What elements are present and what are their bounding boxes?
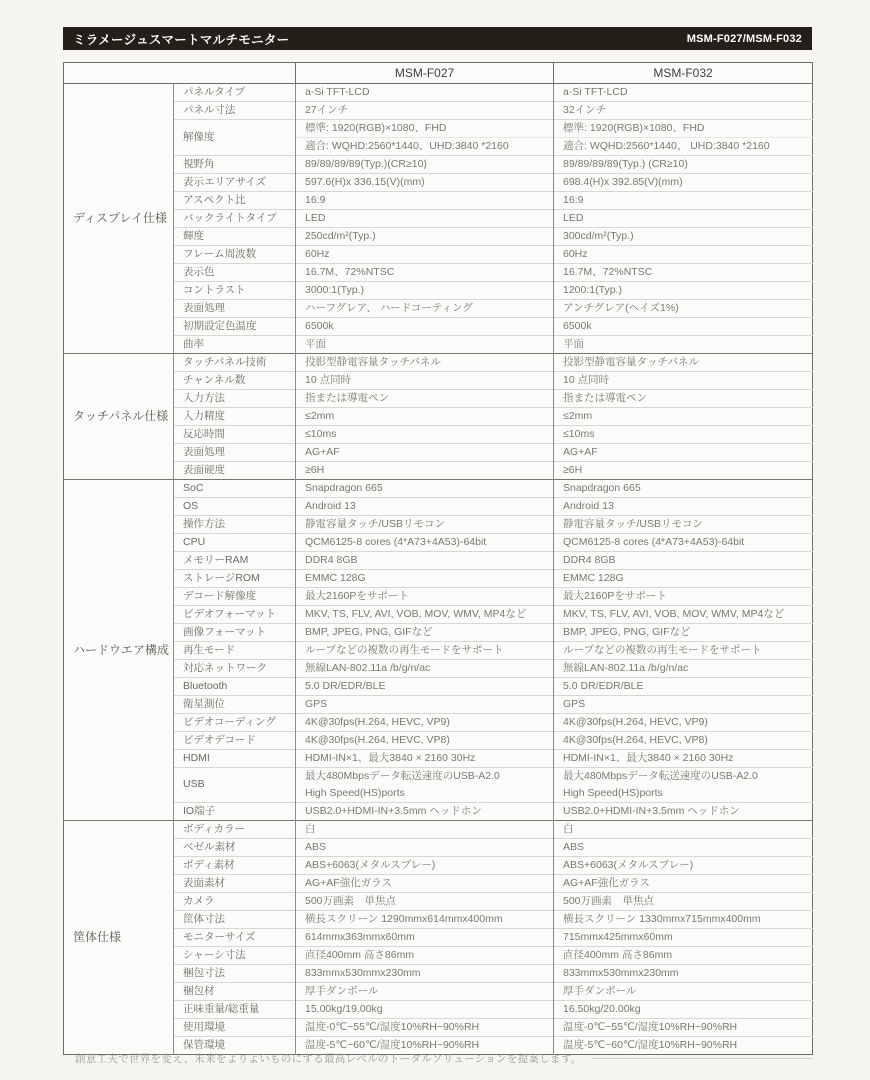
section-label: タッチパネル仕様 xyxy=(64,354,174,480)
spec-name-cell: 表面処理 xyxy=(174,444,296,462)
spec-value-msm-f032: 16:9 xyxy=(554,192,813,210)
spec-name-cell: バックライトタイプ xyxy=(174,210,296,228)
spec-name-cell: USB xyxy=(174,768,296,803)
table-row xyxy=(64,588,813,606)
spec-value-msm-f032: 16.50kg/20.00kg xyxy=(554,1001,813,1019)
spec-value-msm-f027: 16.7M、72%NTSC xyxy=(296,264,554,282)
spec-name-cell: 操作方法 xyxy=(174,516,296,534)
table-row xyxy=(64,444,813,462)
spec-name-cell: 表面硬度 xyxy=(174,462,296,480)
spec-value-msm-f027: 温度-5℃~60℃/湿度10%RH~90%RH xyxy=(296,1037,554,1055)
spec-value-msm-f032: Android 13 xyxy=(554,498,813,516)
spec-value-msm-f027: 横長スクリーン 1290mmx614mmx400mm xyxy=(296,911,554,929)
spec-name-cell: 表示エリアサイズ xyxy=(174,174,296,192)
spec-value-msm-f027: 89/89/89/89(Typ.)(CR≥10) xyxy=(296,156,554,174)
section-label: 筐体仕様 xyxy=(64,821,174,1055)
spec-value-msm-f032: LED xyxy=(554,210,813,228)
spec-name-cell: モニターサイズ xyxy=(174,929,296,947)
spec-value-msm-f032: 投影型静電容量タッチパネル xyxy=(554,354,813,372)
spec-value-msm-f027: QCM6125-8 cores (4*A73+4A53)-64bit xyxy=(296,534,554,552)
footer-tagline: 創意工夫で世界を変え、未来をよりよいものにする最高レベルのトータルソリューションを提案します。 xyxy=(75,1053,582,1065)
spec-name-cell: 筐体寸法 xyxy=(174,911,296,929)
spec-value-msm-f027: 最大480Mbpsデータ転送速度のUSB-A2.0 xyxy=(296,768,554,786)
spec-value-msm-f032: High Speed(HS)ports xyxy=(563,786,663,799)
table-row xyxy=(64,426,813,444)
spec-name-cell: ボディカラー xyxy=(174,821,296,839)
spec-value-msm-f027: 60Hz xyxy=(296,246,554,264)
spec-name-cell: 表面処理 xyxy=(174,300,296,318)
spec-value-msm-f032: 平面 xyxy=(554,336,813,354)
column-header-msm-f032: MSM-F032 xyxy=(554,63,813,84)
spec-value-msm-f032: 静電容量タッチ/USBリモコン xyxy=(554,516,813,534)
table-row xyxy=(64,1019,813,1037)
spec-name-cell: メモリーRAM xyxy=(174,552,296,570)
spec-name-cell: HDMI xyxy=(174,750,296,768)
spec-value-msm-f027: ABS+6063(メタルスプレー) xyxy=(296,857,554,875)
spec-value-msm-f032: BMP, JPEG, PNG, GIFなど xyxy=(554,624,813,642)
spec-value-msm-f027: 5.0 DR/EDR/BLE xyxy=(296,678,554,696)
spec-value-msm-f027: AG+AF xyxy=(296,444,554,462)
spec-value-msm-f027: EMMC 128G xyxy=(296,570,554,588)
table-row xyxy=(64,174,813,192)
spec-value-msm-f027: MKV, TS, FLV, AVI, VOB, MOV, WMV, MP4など xyxy=(296,606,554,624)
spec-comparison-table xyxy=(63,62,813,1055)
spec-value-msm-f027: ハーフグレア、 ハードコーティング xyxy=(296,300,554,318)
spec-value-msm-f032: 適合: WQHD:2560*1440、 UHD:3840 *2160 xyxy=(554,138,813,156)
spec-value-msm-f032: 直径400mm 高さ86mm xyxy=(554,947,813,965)
spec-name-cell: コントラスト xyxy=(174,282,296,300)
spec-value-msm-f032: 5.0 DR/EDR/BLE xyxy=(554,678,813,696)
table-row xyxy=(64,300,813,318)
spec-value-msm-f027: 833mmx530mmx230mm xyxy=(296,965,554,983)
spec-value-msm-f032: 300cd/m²(Typ.) xyxy=(554,228,813,246)
table-row xyxy=(64,606,813,624)
spec-value-msm-f032: 白 xyxy=(554,821,813,839)
spec-value-msm-f032: 4K@30fps(H.264, HEVC, VP9) xyxy=(554,714,813,732)
spec-value-msm-f032: 698.4(H)x 392.85(V)(mm) xyxy=(554,174,813,192)
spec-value-msm-f032: アンチグレア(ヘイズ1%) xyxy=(554,300,813,318)
table-row xyxy=(64,120,813,138)
spec-value-msm-f027: 最大2160Pをサポート xyxy=(296,588,554,606)
spec-value-msm-f032: 最大2160Pをサポート xyxy=(554,588,813,606)
table-row xyxy=(64,821,813,839)
spec-value-msm-f027: 10 点同時 xyxy=(296,372,554,390)
table-row xyxy=(64,102,813,120)
table-row xyxy=(64,354,813,372)
spec-name-cell: アスペクト比 xyxy=(174,192,296,210)
footer-divider-line xyxy=(592,1058,812,1059)
spec-name-cell: シャーシ寸法 xyxy=(174,947,296,965)
table-row xyxy=(64,947,813,965)
spec-value-msm-f032: Snapdragon 665 xyxy=(554,480,813,498)
spec-value-msm-f032: 10 点同時 xyxy=(554,372,813,390)
spec-name-cell: ビデオコーディング xyxy=(174,714,296,732)
spec-name-cell: 反応時間 xyxy=(174,426,296,444)
spec-name-cell: 画像フォーマット xyxy=(174,624,296,642)
spec-value-msm-f032: a-Si TFT-LCD xyxy=(554,84,813,102)
spec-name-cell: 正味重量/総重量 xyxy=(174,1001,296,1019)
table-row xyxy=(64,983,813,1001)
spec-name-cell: タッチパネル技術 xyxy=(174,354,296,372)
spec-value-msm-f032: ループなどの複数の再生モードをサポート xyxy=(554,642,813,660)
spec-value-msm-f027: 500万画素 単焦点 xyxy=(296,893,554,911)
spec-value-msm-f032: 500万画素 単焦点 xyxy=(554,893,813,911)
spec-name-cell: 曲率 xyxy=(174,336,296,354)
spec-value-msm-f027: BMP, JPEG, PNG, GIFなど xyxy=(296,624,554,642)
spec-value-msm-f032: 833mmx530mmx230mm xyxy=(554,965,813,983)
spec-value-msm-f027: LED xyxy=(296,210,554,228)
table-row xyxy=(64,480,813,498)
table-row xyxy=(64,1001,813,1019)
spec-value-msm-f027: 直径400mm 高さ86mm xyxy=(296,947,554,965)
spec-value-msm-f032: USB2.0+HDMI-IN+3.5mm ヘッドホン xyxy=(554,803,813,821)
table-row xyxy=(64,210,813,228)
spec-value-msm-f032: 横長スクリーン 1330mmx715mmx400mm xyxy=(554,911,813,929)
spec-value-msm-f032: 厚手ダンボール xyxy=(554,983,813,1001)
table-row xyxy=(64,768,813,786)
spec-value-msm-f032: ≤2mm xyxy=(554,408,813,426)
table-row xyxy=(64,929,813,947)
spec-value-msm-f027: a-Si TFT-LCD xyxy=(296,84,554,102)
table-corner-cell xyxy=(64,63,296,84)
spec-value-msm-f027: 614mmx363mmx60mm xyxy=(296,929,554,947)
spec-value-msm-f027: GPS xyxy=(296,696,554,714)
spec-name-cell: フレーム周波数 xyxy=(174,246,296,264)
table-row xyxy=(64,156,813,174)
spec-value-msm-f032: DDR4 8GB xyxy=(554,552,813,570)
product-title: ミラメージュスマートマルチモニター xyxy=(73,32,290,47)
spec-value-msm-f027: 厚手ダンボール xyxy=(296,983,554,1001)
spec-value-msm-f027: 適合: WQHD:2560*1440、UHD:3840 *2160 xyxy=(296,138,554,156)
spec-value-msm-f032: 89/89/89/89(Typ.) (CR≥10) xyxy=(554,156,813,174)
spec-name-cell: 表面素材 xyxy=(174,875,296,893)
table-row xyxy=(64,462,813,480)
table-row xyxy=(64,660,813,678)
spec-value-msm-f032: 1200:1(Typ.) xyxy=(554,282,813,300)
table-row xyxy=(64,552,813,570)
table-row xyxy=(64,732,813,750)
table-row xyxy=(64,498,813,516)
spec-value-msm-f032: ≥6H xyxy=(554,462,813,480)
table-row xyxy=(64,624,813,642)
spec-name-cell: ビデオフォーマット xyxy=(174,606,296,624)
table-row xyxy=(64,408,813,426)
spec-name-cell: 再生モード xyxy=(174,642,296,660)
spec-value-msm-f027: USB2.0+HDMI-IN+3.5mm ヘッドホン xyxy=(296,803,554,821)
spec-value-msm-f032: 温度-5℃~60℃/湿度10%RH~90%RH xyxy=(554,1037,813,1055)
spec-value-msm-f027: 27インチ xyxy=(296,102,554,120)
spec-name-cell: ビデオデコード xyxy=(174,732,296,750)
table-row xyxy=(64,839,813,857)
spec-name-cell: ストレージROM xyxy=(174,570,296,588)
spec-name-cell: ボディ素材 xyxy=(174,857,296,875)
spec-value-msm-f027: 平面 xyxy=(296,336,554,354)
spec-name-cell: チャンネル数 xyxy=(174,372,296,390)
spec-name-cell: 入力精度 xyxy=(174,408,296,426)
section-label: ハードウエア構成 xyxy=(64,480,174,821)
spec-value-msm-f027: ABS xyxy=(296,839,554,857)
table-row xyxy=(64,714,813,732)
section-label: ディスプレイ仕様 xyxy=(64,84,174,354)
model-numbers: MSM-F027/MSM-F032 xyxy=(686,32,802,45)
table-row xyxy=(64,282,813,300)
spec-value-msm-f027: 250cd/m²(Typ.) xyxy=(296,228,554,246)
spec-name-cell: SoC xyxy=(174,480,296,498)
spec-value-msm-f032: 6500k xyxy=(554,318,813,336)
table-row xyxy=(64,803,813,821)
spec-value-msm-f032: ≤10ms xyxy=(554,426,813,444)
table-row xyxy=(64,696,813,714)
table-row xyxy=(64,246,813,264)
table-row xyxy=(64,534,813,552)
spec-value-msm-f032: 標準: 1920(RGB)×1080、FHD xyxy=(554,120,813,138)
spec-value-msm-f032: 指または導電ペン xyxy=(554,390,813,408)
table-row xyxy=(64,893,813,911)
spec-value-msm-f027: 温度-0℃~55℃/湿度10%RH~90%RH xyxy=(296,1019,554,1037)
table-row xyxy=(64,336,813,354)
table-row xyxy=(64,84,813,102)
spec-value-msm-f032: EMMC 128G xyxy=(554,570,813,588)
spec-name-cell: 初期設定色温度 xyxy=(174,318,296,336)
table-row xyxy=(64,318,813,336)
spec-value-msm-f027: 4K@30fps(H.264, HEVC, VP8) xyxy=(296,732,554,750)
spec-name-cell: 入力方法 xyxy=(174,390,296,408)
spec-value-msm-f027: 597.6(H)x 336.15(V)(mm) xyxy=(296,174,554,192)
spec-value-msm-f027: 指または導電ペン xyxy=(296,390,554,408)
spec-name-cell: 梱包寸法 xyxy=(174,965,296,983)
spec-value-msm-f027: High Speed(HS)ports xyxy=(296,785,554,803)
spec-name-cell: IO端子 xyxy=(174,803,296,821)
spec-name-cell: 保管環境 xyxy=(174,1037,296,1055)
table-row xyxy=(64,857,813,875)
spec-value-msm-f032: MKV, TS, FLV, AVI, VOB, MOV, WMV, MP4など xyxy=(554,606,813,624)
spec-value-msm-f027: 無線LAN-802.11a /b/g/n/ac xyxy=(296,660,554,678)
spec-value-msm-f027: 白 xyxy=(296,821,554,839)
table-row xyxy=(64,678,813,696)
table-row xyxy=(64,911,813,929)
spec-value-msm-f032: QCM6125-8 cores (4*A73+4A53)-64bit xyxy=(554,534,813,552)
spec-value-msm-f027: ≤2mm xyxy=(296,408,554,426)
table-row xyxy=(64,965,813,983)
spec-value-msm-f032: 最大480Mbpsデータ転送速度のUSB-A2.0 xyxy=(554,768,813,786)
spec-value-msm-f027: 15.00kg/19.00kg xyxy=(296,1001,554,1019)
table-row xyxy=(64,228,813,246)
spec-name-cell: 視野角 xyxy=(174,156,296,174)
spec-name-cell: OS xyxy=(174,498,296,516)
spec-value-msm-f027: HDMI-IN×1、最大3840 × 2160 30Hz xyxy=(296,750,554,768)
spec-value-msm-f027: 6500k xyxy=(296,318,554,336)
spec-name-cell: Bluetooth xyxy=(174,678,296,696)
spec-value-msm-f027: Android 13 xyxy=(296,498,554,516)
spec-name-cell: パネルタイプ xyxy=(174,84,296,102)
spec-value-msm-f027: 16:9 xyxy=(296,192,554,210)
spec-table-body xyxy=(64,84,813,1055)
spec-name-cell: 衛星測位 xyxy=(174,696,296,714)
spec-value-msm-f032: 無線LAN-802.11a /b/g/n/ac xyxy=(554,660,813,678)
table-row xyxy=(64,516,813,534)
spec-table-header xyxy=(64,63,813,84)
table-row xyxy=(64,642,813,660)
table-row xyxy=(64,875,813,893)
spec-name-cell: デコード解像度 xyxy=(174,588,296,606)
table-row xyxy=(64,264,813,282)
spec-value-msm-f027: 静電容量タッチ/USBリモコン xyxy=(296,516,554,534)
spec-value-msm-f032: AG+AF xyxy=(554,444,813,462)
spec-name-cell: ベゼル素材 xyxy=(174,839,296,857)
spec-value-msm-f027: ≤10ms xyxy=(296,426,554,444)
spec-name-cell: 対応ネットワーク xyxy=(174,660,296,678)
spec-value-msm-f032: AG+AF強化ガラス xyxy=(554,875,813,893)
product-title-bar xyxy=(63,27,812,50)
spec-value-msm-f032: 60Hz xyxy=(554,246,813,264)
table-row xyxy=(64,750,813,768)
spec-value-msm-f027: ループなどの複数の再生モードをサポート xyxy=(296,642,554,660)
spec-value-msm-f027: DDR4 8GB xyxy=(296,552,554,570)
spec-value-msm-f032: 32インチ xyxy=(554,102,813,120)
spec-name-cell: 使用環境 xyxy=(174,1019,296,1037)
spec-name-cell: カメラ xyxy=(174,893,296,911)
spec-name-cell: CPU xyxy=(174,534,296,552)
column-header-msm-f027: MSM-F027 xyxy=(296,63,554,84)
spec-name-cell: 輝度 xyxy=(174,228,296,246)
spec-value-msm-f032: ABS+6063(メタルスプレー) xyxy=(554,857,813,875)
spec-value-msm-f032: ABS xyxy=(554,839,813,857)
table-row xyxy=(64,372,813,390)
spec-name-cell: 表示色 xyxy=(174,264,296,282)
spec-value-msm-f027: AG+AF強化ガラス xyxy=(296,875,554,893)
spec-value-msm-f032: 16.7M、72%NTSC xyxy=(554,264,813,282)
table-row xyxy=(64,390,813,408)
spec-value-msm-f027: Snapdragon 665 xyxy=(296,480,554,498)
spec-value-msm-f027: 標準: 1920(RGB)×1080、FHD xyxy=(296,120,554,138)
spec-name-cell: 解像度 xyxy=(174,120,296,156)
spec-value-msm-f032: 715mmx425mmx60mm xyxy=(554,929,813,947)
table-row xyxy=(64,570,813,588)
table-row xyxy=(64,192,813,210)
spec-value-msm-f027: 3000:1(Typ.) xyxy=(296,282,554,300)
spec-value-msm-f032: 4K@30fps(H.264, HEVC, VP8) xyxy=(554,732,813,750)
spec-name-cell: 梱包材 xyxy=(174,983,296,1001)
spec-value-msm-f032: 温度-0℃~55℃/湿度10%RH~90%RH xyxy=(554,1019,813,1037)
spec-value-msm-f032: GPS xyxy=(554,696,813,714)
spec-value-msm-f032: HDMI-IN×1、最大3840 × 2160 30Hz xyxy=(554,750,813,768)
spec-value-msm-f027: 投影型静電容量タッチパネル xyxy=(296,354,554,372)
spec-value-msm-f027: ≥6H xyxy=(296,462,554,480)
spec-name-cell: パネル寸法 xyxy=(174,102,296,120)
spec-value-msm-f027: 4K@30fps(H.264, HEVC, VP9) xyxy=(296,714,554,732)
footer xyxy=(75,1051,812,1066)
